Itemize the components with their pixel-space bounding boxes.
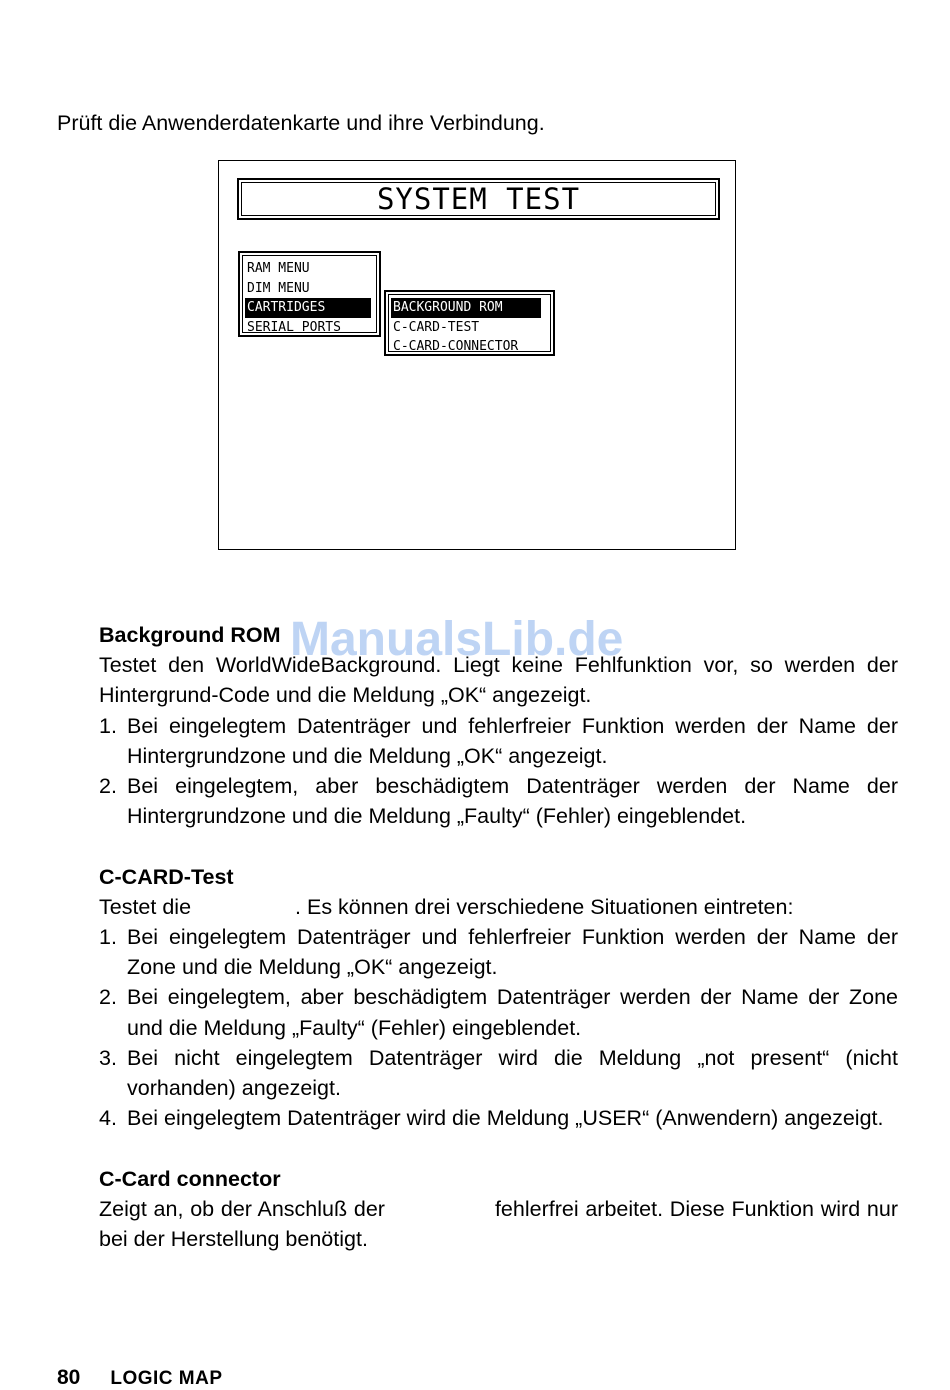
sub-menu-item[interactable]: C-CARD-CONNECTOR <box>393 339 519 354</box>
section-text: Testet den WorldWideBackground. Liegt keine Fehlfunktion vor, so werden der Hintergrund-Code und die Meldung „OK“ angezeigt. <box>99 653 898 708</box>
section-heading: Background ROM <box>99 623 281 647</box>
section-heading: C-Card connector <box>99 1166 281 1191</box>
intro-text: Prüft die Anwenderdatenkarte und ihre Verbindung. <box>57 111 545 135</box>
section-ccard-test <box>99 862 898 1134</box>
section-ccard-connector <box>99 1164 898 1255</box>
section-heading: C-CARD-Test <box>99 864 234 889</box>
sub-menu-item[interactable]: C-CARD-TEST <box>393 319 480 335</box>
section-list <box>99 711 898 832</box>
screen-title: SYSTEM TEST <box>241 182 716 216</box>
section-text: Testet die . Es können drei verschiedene Situationen eintreten: <box>99 894 794 919</box>
list-item: 2. Bei eingelegtem, aber beschädigtem Datenträger werden der Name der Hintergrundzone und die Meldung „Faulty“ (Fehler) eingeblendet. <box>99 774 898 829</box>
main-menu-item[interactable]: SERIAL PORTS <box>247 319 341 335</box>
list-item: 4. Bei eingelegtem Datenträger wird die Meldung „USER“ (Anwendern) angezeigt. <box>99 1106 884 1131</box>
section-background-rom <box>99 620 898 831</box>
screen-title-box <box>237 178 720 220</box>
list-item: 2. Bei eingelegtem, aber beschädigtem Datenträger werden der Name der Zone und die Meldung „Faulty“ (Fehler) eingeblendet. <box>99 985 898 1040</box>
main-menu-item[interactable]: RAM MENU <box>247 261 310 276</box>
main-menu-item[interactable]: CARTRIDGES <box>245 298 371 318</box>
content <box>99 620 898 1254</box>
footer-title: LOGIC MAP <box>110 1368 223 1389</box>
section-list <box>99 922 898 1133</box>
list-item: 1. Bei eingelegtem Datenträger und fehlerfreier Funktion werden der Name der Zone und die Meldung „OK“ angezeigt. <box>99 925 898 980</box>
list-item: 3. Bei nicht eingelegtem Datenträger wird die Meldung „not present“ (nicht vorhanden) angezeigt. <box>99 1045 898 1101</box>
main-menu <box>238 251 381 337</box>
sub-menu-item[interactable]: BACKGROUND ROM <box>391 298 541 318</box>
sub-menu <box>384 290 555 356</box>
page-footer <box>57 1366 223 1390</box>
section-text: Zeigt an, ob der Anschluß der fehlerfrei arbeitet. Diese Funktion wird nur bei der Herstellung benötigt. <box>99 1196 898 1252</box>
list-item: 1. Bei eingelegtem Datenträger und fehlerfreier Funktion werden der Name der Hintergrundzone und die Meldung „OK“ angezeigt. <box>99 713 898 768</box>
watermark: ManualsLib.de <box>290 613 624 666</box>
system-test-screen <box>218 160 736 550</box>
main-menu-item[interactable]: DIM MENU <box>247 280 310 296</box>
page-number: 80 <box>57 1366 81 1389</box>
